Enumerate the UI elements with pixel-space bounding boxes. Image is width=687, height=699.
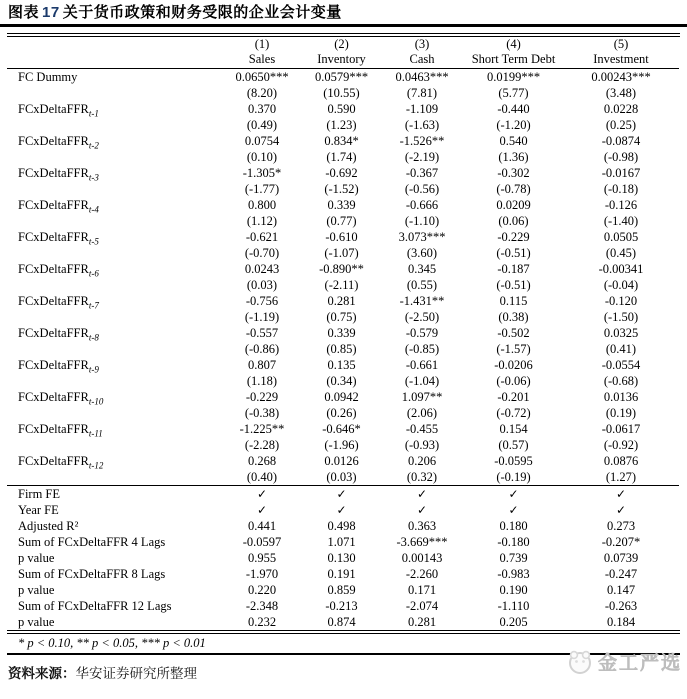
- row-label-text: FCxDeltaFFR: [18, 198, 89, 212]
- row-label-text: FCxDeltaFFR: [18, 326, 89, 340]
- header-spacer-cell: [7, 37, 221, 52]
- tstat-cell: (8.20): [246, 86, 278, 100]
- coef-cell: 0.0243: [244, 262, 280, 276]
- column-name-cell: Sales: [221, 52, 303, 69]
- coef-cell: 0.268: [247, 454, 277, 468]
- coef-cell: 0.0754: [244, 134, 280, 148]
- coef-cell: -0.126: [604, 198, 638, 212]
- tstat-cell: (-0.19): [496, 470, 531, 484]
- source-label: 资料来源：: [8, 666, 76, 681]
- tstat-cell: (0.26): [326, 406, 357, 420]
- regression-table: [7, 37, 679, 630]
- tstat-row: [7, 405, 679, 421]
- summary-value: ✓: [336, 503, 347, 517]
- row-label-spacer: [7, 181, 221, 197]
- row-label: [7, 453, 221, 469]
- summary-value: 0.180: [499, 519, 528, 533]
- coef-row: [7, 261, 679, 277]
- coef-cell: -0.0206: [494, 358, 533, 372]
- coef-cell: -0.440: [497, 102, 530, 116]
- tstat-cell: (-0.68): [603, 374, 639, 388]
- tstat-cell: (0.75): [326, 310, 357, 324]
- summary-value: ✓: [563, 486, 679, 503]
- coef-cell: -0.120: [604, 294, 638, 308]
- coef-row: [7, 69, 679, 86]
- tstat-row: [7, 277, 679, 293]
- summary-value: -0.0597: [242, 535, 282, 549]
- coef-cell: 0.807: [247, 358, 277, 372]
- summary-value: 0.0739: [603, 551, 639, 565]
- summary-value: ✓: [380, 486, 464, 503]
- tstat-row: [7, 309, 679, 325]
- summary-value: 0.00143: [401, 551, 443, 565]
- coef-cell: -1.109: [405, 102, 439, 116]
- tstat-cell: (5.77): [498, 86, 529, 100]
- tstat-row: [7, 85, 679, 101]
- tstat-cell: (-0.18): [603, 182, 639, 196]
- summary-value: ✓: [256, 503, 268, 517]
- row-label-spacer: [7, 117, 221, 133]
- regression-table-area: [7, 33, 680, 655]
- row-label: [7, 133, 221, 149]
- figure-title-text: 关于货币政策和财务受限的企业会计变量: [62, 4, 342, 21]
- tstat-cell: (-0.70): [244, 246, 280, 260]
- row-label: [7, 69, 221, 86]
- column-number-cell: (5): [613, 37, 629, 51]
- tstat-cell: (0.32): [406, 470, 438, 484]
- row-label-text: FCxDeltaFFR: [18, 358, 89, 372]
- tstat-cell: (-2.50): [404, 310, 440, 324]
- summary-value: -2.260: [405, 567, 439, 581]
- coef-cell: -0.557: [245, 326, 279, 340]
- summary-label: Adjusted R²: [18, 519, 79, 533]
- coef-cell: -1.305*: [242, 166, 282, 180]
- summary-value: 0.859: [327, 583, 356, 597]
- row-label-subscript: t-4: [88, 204, 99, 215]
- row-label-text: FCxDeltaFFR: [18, 262, 89, 276]
- summary-value: -0.263: [604, 599, 638, 613]
- row-label-spacer: [7, 373, 221, 389]
- coef-cell: 0.115: [499, 294, 528, 308]
- coef-cell: -0.692: [325, 166, 358, 180]
- tstat-cell: (0.49): [246, 118, 278, 132]
- coef-cell: -0.0595: [494, 454, 533, 468]
- row-label: [7, 229, 221, 245]
- coef-row: [7, 325, 679, 341]
- tstat-cell: (-1.10): [404, 214, 440, 228]
- summary-value: -3.669***: [396, 535, 448, 549]
- tstat-cell: (-0.04): [603, 278, 639, 292]
- coef-cell: 0.345: [407, 262, 437, 276]
- row-label-subscript: t-8: [88, 332, 99, 343]
- tstat-cell: (0.10): [246, 150, 278, 164]
- watermark: [567, 648, 682, 675]
- tstat-cell: (0.03): [246, 278, 278, 292]
- tstat-cell: (-1.52): [324, 182, 359, 196]
- coef-cell: -1.526**: [399, 134, 445, 148]
- tstat-cell: (-1.19): [244, 310, 280, 324]
- row-label: [7, 197, 221, 213]
- summary-value: 0.441: [247, 519, 277, 533]
- row-label: [7, 325, 221, 341]
- coef-row: [7, 389, 679, 405]
- summary-value: 0.130: [327, 551, 356, 565]
- summary-label: Year FE: [18, 503, 59, 517]
- coef-row: [7, 133, 679, 149]
- coef-cell: -0.0167: [601, 166, 641, 180]
- row-label-text: FCxDeltaFFR: [18, 422, 89, 436]
- coef-cell: 0.834*: [324, 134, 359, 148]
- coef-row: [7, 293, 679, 309]
- row-label: [7, 101, 221, 117]
- tstat-cell: (-1.96): [324, 438, 359, 452]
- summary-label: Sum of FCxDeltaFFR 12 Lags: [18, 599, 172, 613]
- figure-title: [0, 0, 687, 23]
- row-label-spacer: [7, 149, 221, 165]
- coef-row: [7, 453, 679, 469]
- row-label: [7, 357, 221, 373]
- tstat-cell: (-1.63): [404, 118, 440, 132]
- tstat-cell: (2.06): [406, 406, 438, 420]
- tstat-row: [7, 181, 679, 197]
- row-label-text: FCxDeltaFFR: [18, 102, 89, 116]
- coef-cell: 0.135: [327, 358, 356, 372]
- coef-cell: -0.229: [245, 390, 279, 404]
- tstat-cell: (7.81): [406, 86, 438, 100]
- tstat-cell: (3.60): [406, 246, 438, 260]
- coef-cell: 0.590: [327, 102, 356, 116]
- coef-cell: -0.621: [245, 230, 279, 244]
- tstat-row: [7, 117, 679, 133]
- tstat-cell: (-2.19): [404, 150, 440, 164]
- tstat-cell: (0.41): [605, 342, 637, 356]
- coef-cell: -0.367: [405, 166, 439, 180]
- tstat-row: [7, 245, 679, 261]
- tstat-cell: (-0.86): [244, 342, 280, 356]
- tstat-cell: (-0.06): [496, 374, 531, 388]
- column-name-cell: Short Term Debt: [464, 52, 563, 69]
- summary-value: 0.739: [499, 551, 528, 565]
- coef-cell: 0.154: [499, 422, 528, 436]
- row-label-spacer: [7, 245, 221, 261]
- coef-cell: 0.0505: [603, 230, 639, 244]
- tstat-cell: (-1.50): [603, 310, 639, 324]
- column-number-cell: (3): [414, 37, 430, 51]
- column-name-cell: Investment: [563, 52, 679, 69]
- row-label: [7, 165, 221, 181]
- tstat-cell: (1.18): [246, 374, 278, 388]
- summary-value: ✓: [464, 486, 563, 503]
- column-name-row: [7, 52, 679, 69]
- summary-row: [7, 598, 679, 614]
- tstat-cell: (0.06): [498, 214, 529, 228]
- summary-row: [7, 566, 679, 582]
- row-label-text: FCxDeltaFFR: [18, 230, 89, 244]
- tstat-cell: (0.25): [605, 118, 637, 132]
- row-label-spacer: [7, 309, 221, 325]
- coef-cell: 0.339: [327, 198, 356, 212]
- row-label-spacer: [7, 213, 221, 229]
- summary-value: -2.074: [405, 599, 439, 613]
- row-label-text: FC Dummy: [18, 70, 78, 84]
- coef-cell: 0.0650***: [235, 70, 289, 84]
- tstat-cell: (-0.92): [603, 438, 639, 452]
- source-text: 华安证券研究所整理: [75, 666, 197, 681]
- coef-cell: -1.431**: [399, 294, 445, 308]
- coef-cell: 0.0942: [324, 390, 359, 404]
- coef-cell: 0.0199***: [486, 70, 541, 84]
- tstat-cell: (0.19): [605, 406, 637, 420]
- coef-cell: 0.0876: [603, 454, 639, 468]
- tstat-cell: (0.55): [406, 278, 438, 292]
- coef-cell: 0.0209: [496, 198, 531, 212]
- coef-cell: -0.0874: [601, 134, 641, 148]
- tstat-cell: (-0.38): [244, 406, 280, 420]
- summary-value: ✓: [221, 486, 303, 503]
- tstat-cell: (0.38): [498, 310, 529, 324]
- summary-value: -0.213: [325, 599, 358, 613]
- tstat-cell: (3.48): [605, 86, 637, 100]
- row-label-text: FCxDeltaFFR: [18, 294, 89, 308]
- coef-cell: 0.800: [247, 198, 277, 212]
- coef-cell: 0.0228: [603, 102, 639, 116]
- row-label-spacer: [7, 341, 221, 357]
- coef-cell: -0.201: [497, 390, 530, 404]
- tstat-cell: (0.45): [605, 246, 637, 260]
- summary-value: 1.071: [327, 535, 356, 549]
- summary-row: [7, 486, 679, 503]
- row-label-subscript: t-12: [88, 460, 104, 471]
- coef-cell: 0.0325: [603, 326, 639, 340]
- significance-footnote: * p < 0.10, ** p < 0.05, *** p < 0.01: [18, 636, 206, 650]
- coef-cell: -0.00341: [598, 262, 644, 276]
- column-number-cell: (2): [334, 37, 349, 51]
- summary-row: [7, 614, 679, 630]
- column-name-cell: Cash: [380, 52, 464, 69]
- column-number-row: [7, 37, 679, 52]
- tstat-cell: (0.77): [326, 214, 357, 228]
- tstat-cell: (-2.28): [244, 438, 280, 452]
- summary-row: [7, 582, 679, 598]
- summary-value: -0.180: [497, 535, 530, 549]
- summary-value: 0.273: [606, 519, 636, 533]
- tstat-row: [7, 373, 679, 389]
- tstat-cell: (0.03): [326, 470, 357, 484]
- figure-title-label: 图表: [8, 4, 40, 21]
- summary-value: 0.363: [407, 519, 437, 533]
- table-body: [7, 69, 679, 631]
- tstat-cell: (-1.04): [404, 374, 440, 388]
- coef-cell: -0.0617: [601, 422, 641, 436]
- coef-cell: -0.661: [405, 358, 439, 372]
- tstat-cell: (-1.40): [603, 214, 639, 228]
- column-name-cell: Inventory: [303, 52, 380, 69]
- tstat-cell: (0.57): [498, 438, 529, 452]
- coef-cell: 3.073***: [398, 230, 446, 244]
- row-label-subscript: t-6: [88, 268, 99, 279]
- coef-cell: 0.281: [327, 294, 356, 308]
- row-label-text: FCxDeltaFFR: [18, 166, 89, 180]
- tstat-cell: (-1.77): [244, 182, 280, 196]
- row-label-subscript: t-5: [88, 236, 99, 247]
- figure-title-number: 17: [42, 4, 60, 21]
- coef-cell: -0.610: [325, 230, 358, 244]
- table-header: [7, 37, 679, 69]
- coef-row: [7, 165, 679, 181]
- tstat-cell: (-0.56): [404, 182, 440, 196]
- coef-row: [7, 101, 679, 117]
- coef-cell: -0.646*: [322, 422, 361, 436]
- coef-cell: 1.097**: [401, 390, 443, 404]
- tstat-row: [7, 213, 679, 229]
- coef-cell: -0.0554: [601, 358, 641, 372]
- summary-value: -1.110: [497, 599, 530, 613]
- coef-cell: 0.0579***: [314, 70, 369, 84]
- summary-label: Firm FE: [7, 486, 221, 503]
- summary-label: Sum of FCxDeltaFFR 4 Lags: [18, 535, 166, 549]
- column-number-cell: (4): [506, 37, 521, 51]
- summary-value: 0.955: [247, 551, 277, 565]
- coef-cell: -0.666: [405, 198, 439, 212]
- tstat-cell: (-1.07): [324, 246, 359, 260]
- coef-cell: -0.302: [497, 166, 530, 180]
- coef-cell: -0.890**: [319, 262, 364, 276]
- summary-value: ✓: [303, 486, 380, 503]
- summary-value: 0.205: [499, 615, 528, 629]
- row-label-text: FCxDeltaFFR: [18, 134, 89, 148]
- tstat-cell: (-0.51): [496, 278, 531, 292]
- coef-row: [7, 197, 679, 213]
- summary-value: 0.190: [499, 583, 528, 597]
- summary-value: ✓: [615, 503, 627, 517]
- summary-value: ✓: [416, 503, 428, 517]
- tstat-cell: (0.40): [246, 470, 278, 484]
- coef-cell: -0.579: [405, 326, 439, 340]
- row-label: [7, 261, 221, 277]
- row-label-spacer: [7, 85, 221, 101]
- row-label-spacer: [7, 277, 221, 293]
- coef-cell: -0.229: [497, 230, 530, 244]
- row-label-subscript: t-7: [88, 300, 99, 311]
- tstat-cell: (-1.20): [496, 118, 531, 132]
- summary-label: p value: [18, 583, 55, 597]
- tstat-cell: (-0.98): [603, 150, 639, 164]
- summary-value: -2.348: [245, 599, 279, 613]
- tstat-cell: (1.74): [326, 150, 357, 164]
- summary-label: Sum of FCxDeltaFFR 8 Lags: [18, 567, 166, 581]
- summary-row: [7, 502, 679, 518]
- tstat-cell: (-0.72): [496, 406, 531, 420]
- coef-cell: 0.0463***: [395, 70, 449, 84]
- coef-cell: 0.339: [327, 326, 356, 340]
- coef-cell: -0.502: [497, 326, 530, 340]
- coef-cell: 0.370: [247, 102, 277, 116]
- coef-row: [7, 421, 679, 437]
- tstat-cell: (-0.93): [404, 438, 440, 452]
- summary-value: 0.498: [327, 519, 356, 533]
- summary-value: 0.874: [327, 615, 356, 629]
- row-label: [7, 293, 221, 309]
- tstat-cell: (1.27): [605, 470, 637, 484]
- tstat-cell: (-0.51): [496, 246, 531, 260]
- summary-value: 0.232: [247, 615, 277, 629]
- coef-row: [7, 357, 679, 373]
- tstat-cell: (0.34): [326, 374, 357, 388]
- column-number-cell: (1): [254, 37, 270, 51]
- tstat-cell: (0.85): [326, 342, 357, 356]
- jingong-logo-icon: [567, 649, 593, 675]
- tstat-row: [7, 341, 679, 357]
- coef-cell: 0.206: [407, 454, 437, 468]
- tstat-cell: (10.55): [323, 86, 360, 100]
- row-label-subscript: t-9: [88, 364, 99, 375]
- row-label-text: FCxDeltaFFR: [18, 390, 89, 404]
- summary-value: 0.184: [606, 615, 636, 629]
- tstat-cell: (-2.11): [324, 278, 359, 292]
- summary-row: [7, 518, 679, 534]
- tstat-cell: (-0.85): [404, 342, 440, 356]
- coef-row: [7, 229, 679, 245]
- row-label-subscript: t-2: [88, 140, 99, 151]
- row-label-subscript: t-10: [88, 396, 104, 407]
- summary-value: -0.983: [497, 567, 530, 581]
- coef-cell: 0.0126: [324, 454, 359, 468]
- row-label-subscript: t-1: [88, 108, 99, 119]
- summary-row: [7, 550, 679, 566]
- row-label-text: FCxDeltaFFR: [18, 454, 89, 468]
- coef-cell: -0.187: [497, 262, 530, 276]
- summary-value: 0.171: [407, 583, 437, 597]
- row-label-spacer: [7, 437, 221, 453]
- summary-label: p value: [18, 551, 55, 565]
- watermark-text: 金工严选: [597, 653, 682, 674]
- row-label-spacer: [7, 405, 221, 421]
- summary-value: 0.220: [247, 583, 277, 597]
- tstat-row: [7, 437, 679, 453]
- summary-value: ✓: [508, 503, 519, 517]
- summary-value: 0.147: [606, 583, 636, 597]
- row-label: [7, 389, 221, 405]
- tstat-row: [7, 149, 679, 165]
- coef-cell: -0.756: [245, 294, 279, 308]
- row-label-subscript: t-3: [88, 172, 99, 183]
- coef-cell: 0.00243***: [591, 70, 651, 84]
- summary-value: 0.281: [407, 615, 437, 629]
- summary-value: -0.207*: [601, 535, 641, 549]
- tstat-row: [7, 469, 679, 486]
- row-label: [7, 421, 221, 437]
- row-label-spacer: [7, 469, 221, 486]
- coef-cell: 0.540: [499, 134, 528, 148]
- summary-row: [7, 534, 679, 550]
- summary-value: 0.191: [327, 567, 356, 581]
- summary-value: -1.970: [245, 567, 279, 581]
- tstat-cell: (1.36): [498, 150, 529, 164]
- tstat-cell: (-0.78): [496, 182, 531, 196]
- header-spacer-cell: [7, 52, 221, 69]
- row-label-subscript: t-11: [88, 428, 103, 439]
- summary-label: p value: [18, 615, 55, 629]
- coef-cell: 0.0136: [603, 390, 639, 404]
- summary-value: -0.247: [604, 567, 638, 581]
- title-underline: [0, 24, 687, 27]
- tstat-cell: (1.12): [246, 214, 278, 228]
- tstat-cell: (1.23): [326, 118, 357, 132]
- tstat-cell: (-1.57): [496, 342, 531, 356]
- coef-cell: -1.225**: [239, 422, 285, 436]
- coef-cell: -0.455: [405, 422, 439, 436]
